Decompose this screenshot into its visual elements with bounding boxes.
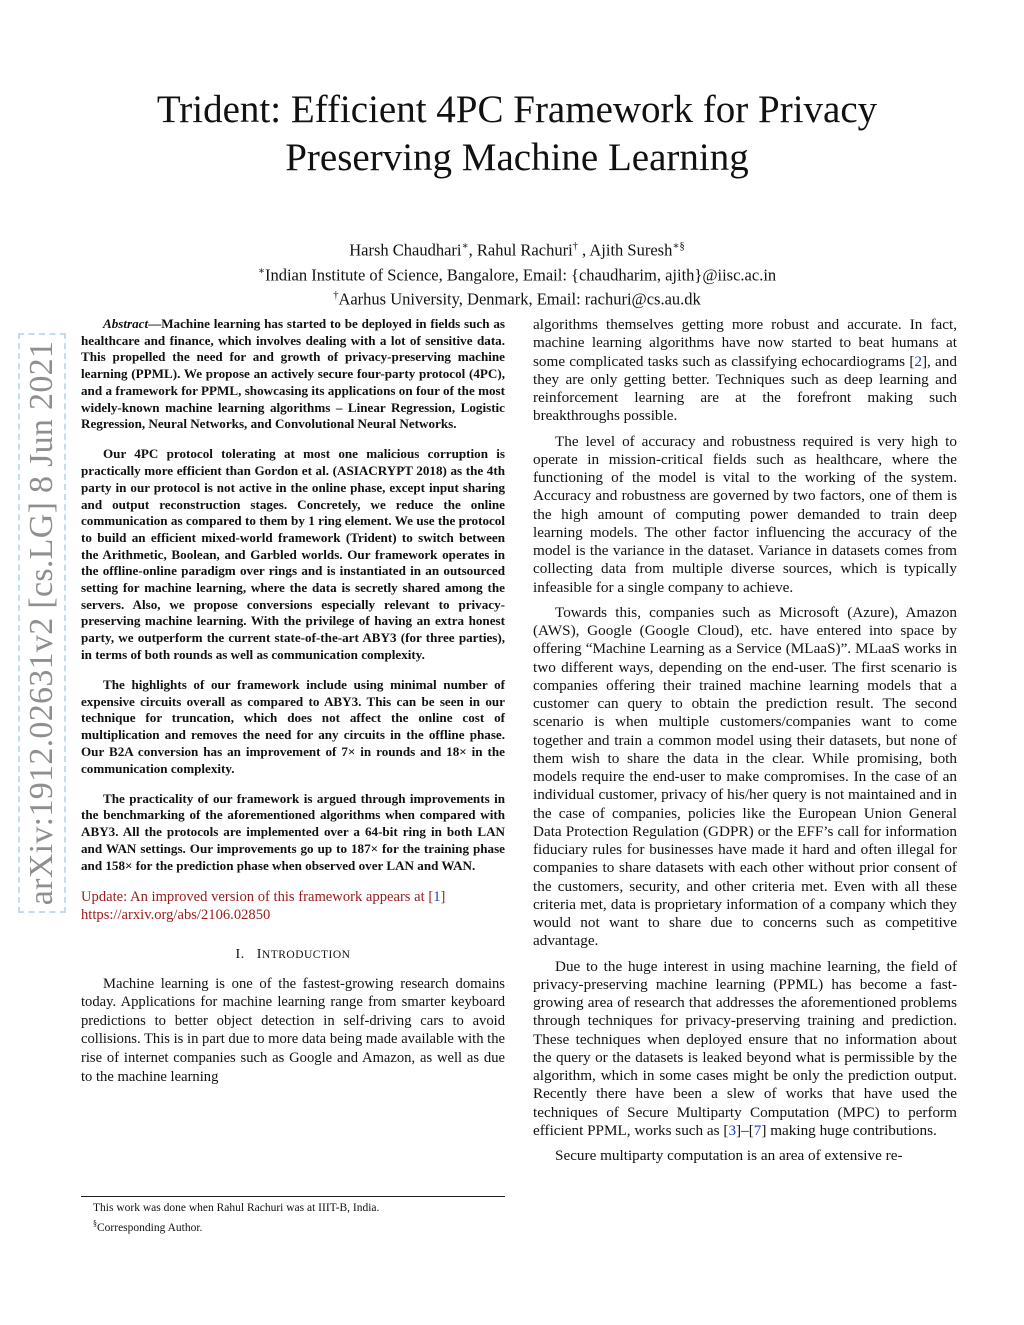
author-block	[120, 236, 914, 310]
affiliation-mark: †	[333, 290, 339, 301]
right-paragraph-5: Secure multiparty computation is an area of extensive re-	[555, 1147, 903, 1164]
affiliation-aarhus	[120, 285, 914, 310]
abstract-label: Abstract	[103, 316, 149, 331]
footnote-rule	[81, 1196, 505, 1197]
citation-link-2[interactable]: 2	[914, 352, 922, 370]
author-mark: ∗	[461, 241, 469, 252]
author-rachuri: , Rahul Rachuri	[468, 240, 573, 260]
footnote-text: Corresponding Author.	[97, 1221, 203, 1234]
intro-paragraph: Machine learning is one of the fastest-growing research domains today. Applications for machine learning range from smarter keyboard predictions to better object detection in self-driving cars to avoid collisions. This is in part due to more data being made available with the rise of internet companies such as Google and Amazon, as well as due to the machine learning	[81, 975, 505, 1085]
abstract-paragraph-1	[81, 316, 505, 433]
abstract	[81, 316, 505, 874]
citation-link-1[interactable]: 1	[433, 888, 441, 905]
update-notice	[81, 888, 505, 925]
right-column	[533, 316, 957, 1172]
citation-link-7[interactable]: 7	[753, 1121, 762, 1139]
update-text: Update: An improved version of this framework appears at [	[81, 888, 434, 905]
abstract-text: —Machine learning has started to be deployed in fields such as healthcare and finance, which involves dealing with a lot of sensitive data. This propelled the need for and growth of privacy-preserving machine learning (PPML). We propose an actively secure four-party protocol (4PC), and a framework for PPML, showcasing its applications on four of the most widely-known machine learning algorithms – Linear Regression, Logistic Regression, Neural Networks, and Convolutional Neural Networks.	[81, 316, 505, 432]
update-url-link[interactable]: https://arxiv.org/abs/2106.02850	[81, 907, 271, 924]
text-run: ] making huge contributions.	[761, 1121, 937, 1139]
section-title-rest: NTRODUCTION	[261, 948, 351, 961]
author-mark: ∗§	[672, 241, 685, 252]
abstract-paragraph-3: The highlights of our framework include using minimal number of expensive circuits overall as compared to ABY3. This can be seen in our technique for truncation, which does not affect the online cost of multiplication and removes the need for any circuits in the offline phase. Our B2A conversion has an improvement of 7× in rounds and 18× in the communication complexity.	[81, 677, 505, 776]
author-chaudhari: Harsh Chaudhari	[349, 240, 462, 260]
abstract-paragraph-2: Our 4PC protocol tolerating at most one malicious corruption is practically more efficient than Gordon et al. (ASIACRYPT 2018) as the 4th party in our protocol is not active in the online phase, except input sharing and output reconstruction stages. Concretely, we reduce the online communication as compared to them by 1 ring element. We use the protocol to build an efficient mixed-world framework (Trident) to switch between the Arithmetic, Boolean, and Garbled worlds. Our framework operates in the offline-online paradigm over rings and is instantiated in an outsourced setting for machine learning, where the data is secretly shared among the servers. Also, we propose conversions especially relevant to privacy-preserving machine learning. With the privilege of having an extra honest party, we outperform the current state-of-the-art ABY3 (for three parties), in terms of both rounds as well as communication complexity.	[81, 446, 505, 662]
abstract-paragraph-4: The practicality of our framework is argued through improvements in the benchmarking of the aforementioned algorithms when compared with ABY3. All the protocols are implemented over a 64-bit ring in both LAN and WAN settings. Our improvements go up to 187× for the training phase and 158× for the prediction phase when observed over LAN and WAN.	[81, 790, 505, 873]
footnotes	[81, 1196, 505, 1236]
author-mark: †	[572, 241, 578, 252]
update-bracket: ]	[440, 888, 446, 905]
right-paragraph-1	[533, 316, 957, 426]
section-initial: I	[256, 946, 262, 962]
footnote-2	[81, 1216, 505, 1236]
affiliation-mark: ∗	[257, 265, 265, 277]
affiliation-text: Indian Institute of Science, Bangalore, Email: {chaudharim, ajith}@iisc.ac.in	[264, 265, 777, 284]
section-number: I.	[235, 946, 245, 962]
right-paragraph-3: Towards this, companies such as Microsoft (Azure), Amazon (AWS), Google (Google Cloud), etc. have entered into space by offering “Machine Learning as a Service (MLaaS)”. MLaaS works in two different ways, depending on the end-user. The first scenario is companies offering their trained machine learning models that a customer can query to obtain the prediction result. The second scenario is when multiple customers/companies want to come together and train a common model using their datasets, but none of them wish to share the data in the clear. While promising, both models require the end-user to make compromises. In the case of an individual customer, privacy of his/her query is not maintained and in the case of companies, policies like the European Union General Data Protection Regulation (GDPR) or the EFF’s call for information fiduciary rules for businesses have made it hard and often illegal for companies to share datasets with each other without prior consent of the customers, security, and other criteria met. Even with all these criteria met, data is proprietary information of a company which they would not want to share due to concerns such as competitive advantage.	[533, 603, 957, 950]
citation-link-3[interactable]: 3	[728, 1121, 737, 1139]
title-line-1: Trident: Efficient 4PC Framework for Privacy	[156, 88, 878, 131]
left-column	[81, 316, 505, 1094]
text-run: ]–[	[736, 1121, 754, 1139]
arxiv-stamp[interactable]	[18, 333, 66, 913]
footnote-1: This work was done when Rahul Rachuri was at IIIT-B, India.	[93, 1202, 380, 1214]
arxiv-stamp-text: arXiv:1912.02631v2 [cs.LG] 8 Jun 2021	[23, 340, 60, 906]
affiliation-text: Aarhus University, Denmark, Email: rachuri@cs.au.dk	[338, 289, 701, 309]
author-names	[120, 236, 914, 261]
right-paragraph-4	[533, 958, 957, 1141]
section-heading-introduction	[81, 946, 505, 965]
author-suresh: , Ajith Suresh	[577, 240, 673, 260]
text-run: algorithms themselves getting more robust and accurate. In fact, machine learning algorithms have now started to beat humans at some complicated tasks such as classifying echocardiograms [	[533, 316, 957, 370]
right-paragraph-2: The level of accuracy and robustness required is very high to operate in mission-critical fields such as healthcare, where the functioning of the model is vital to the working of the system. Accuracy and robustness are governed by two factors, one of them is the high amount of computing power demanded to train deep learning models. The other factor influencing the accuracy of the model is the variance in the dataset. Variance in datasets comes from collecting data from multiple diverse sources, which is typically infeasible for a single company to achieve.	[533, 432, 957, 596]
text-run: Due to the huge interest in using machine learning, the field of privacy-preserving machine learning (PPML) has become a fast-growing area of research that addresses the aforementioned problems through techniques for privacy-preserving training and prediction. These techniques when deployed ensure that no information about the query or the datasets is leaked beyond what is permissible by the algorithm, which in some cases might be only the prediction output. Recently there have been a slew of works that have used the techniques of Secure Multiparty Computation (MPC) to perform efficient PPML, works such as [	[533, 957, 957, 1139]
footnote-mark: §	[93, 1219, 97, 1228]
affiliation-iisc	[120, 261, 914, 286]
text-run: ], and they are only getting better. Techniques such as deep learning and reinforcement learning are at the forefront making such breakthroughs possible.	[533, 352, 957, 425]
title-line-2: Preserving Machine Learning	[285, 136, 749, 179]
paper-title	[100, 86, 934, 182]
